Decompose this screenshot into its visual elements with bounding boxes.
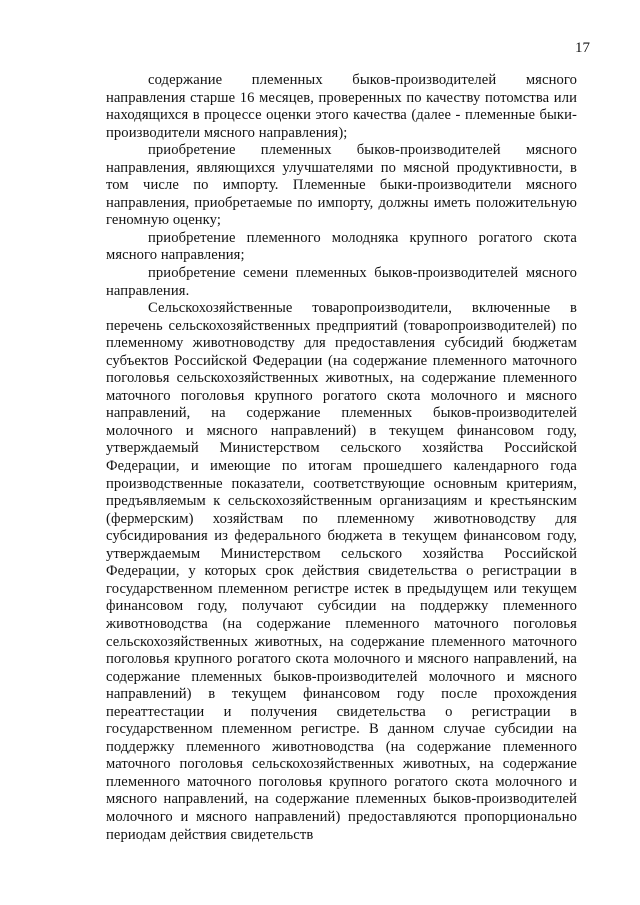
body-text [106, 72, 577, 844]
paragraph: содержание племенных быков-производителей мясного направления старше 16 месяцев, проверенных по качеству потомства или находящихся в процессе оценки этого качества (далее - племенные быки-производители мясного направления); [106, 72, 577, 141]
page-number: 17 [575, 40, 590, 56]
paragraph: Сельскохозяйственные товаропроизводители, включенные в перечень сельскохозяйственных предприятий (товаропроизводителей) по племенному животноводству для предоставления субсидий бюджетам субъектов Российской Федерации (на содержание племенного маточного поголовья сельскохозяйственных животных, на содержание племенного маточного поголовья крупного рогатого скота молочного и мясного направлений, на содержание племенных быков-производителей молочного и мясного направлений) в текущем финансовом году, утверждаемый Министерством сельского хозяйства Российской Федерации, и имеющие по итогам прошедшего календарного года производственные показатели, соответствующие основным критериям, предъявляемым к сельскохозяйственным организациям и крестьянским (фермерским) хозяйствам по племенному животноводству для субсидирования из федерального бюджета в текущем финансовом году, утверждаемым Министерством сельского хозяйства Российской Федерации, у которых срок действия свидетельства о регистрации в государственном племенном регистре истек в предыдущем или текущем финансовом году, получают субсидии на поддержку племенного животноводства (на содержание племенного маточного поголовья сельскохозяйственных животных, на содержание племенного маточного поголовья крупного рогатого скота молочного и мясного направлений, на содержание племенных быков-производителей молочного и мясного направлений) в текущем финансовом году после прохождения переаттестации и получения свидетельства о регистрации в государственном племенном регистре. В данном случае субсидии на поддержку племенного животноводства (на содержание племенного маточного поголовья сельскохозяйственных животных, на содержание племенного маточного поголовья крупного рогатого скота молочного и мясного направлений, на содержание племенных быков-производителей молочного и мясного направлений) предоставляются пропорционально периодам действия свидетельств [106, 300, 577, 843]
paragraph: приобретение племенных быков-производителей мясного направления, являющихся улучшателями по мясной продуктивности, в том числе по импорту. Племенные быки-производители мясного направления, приобретаемые по импорту, должны иметь положительную геномную оценку; [106, 142, 577, 229]
paragraph: приобретение семени племенных быков-производителей мясного направления. [106, 265, 577, 299]
paragraph: приобретение племенного молодняка крупного рогатого скота мясного направления; [106, 229, 577, 264]
